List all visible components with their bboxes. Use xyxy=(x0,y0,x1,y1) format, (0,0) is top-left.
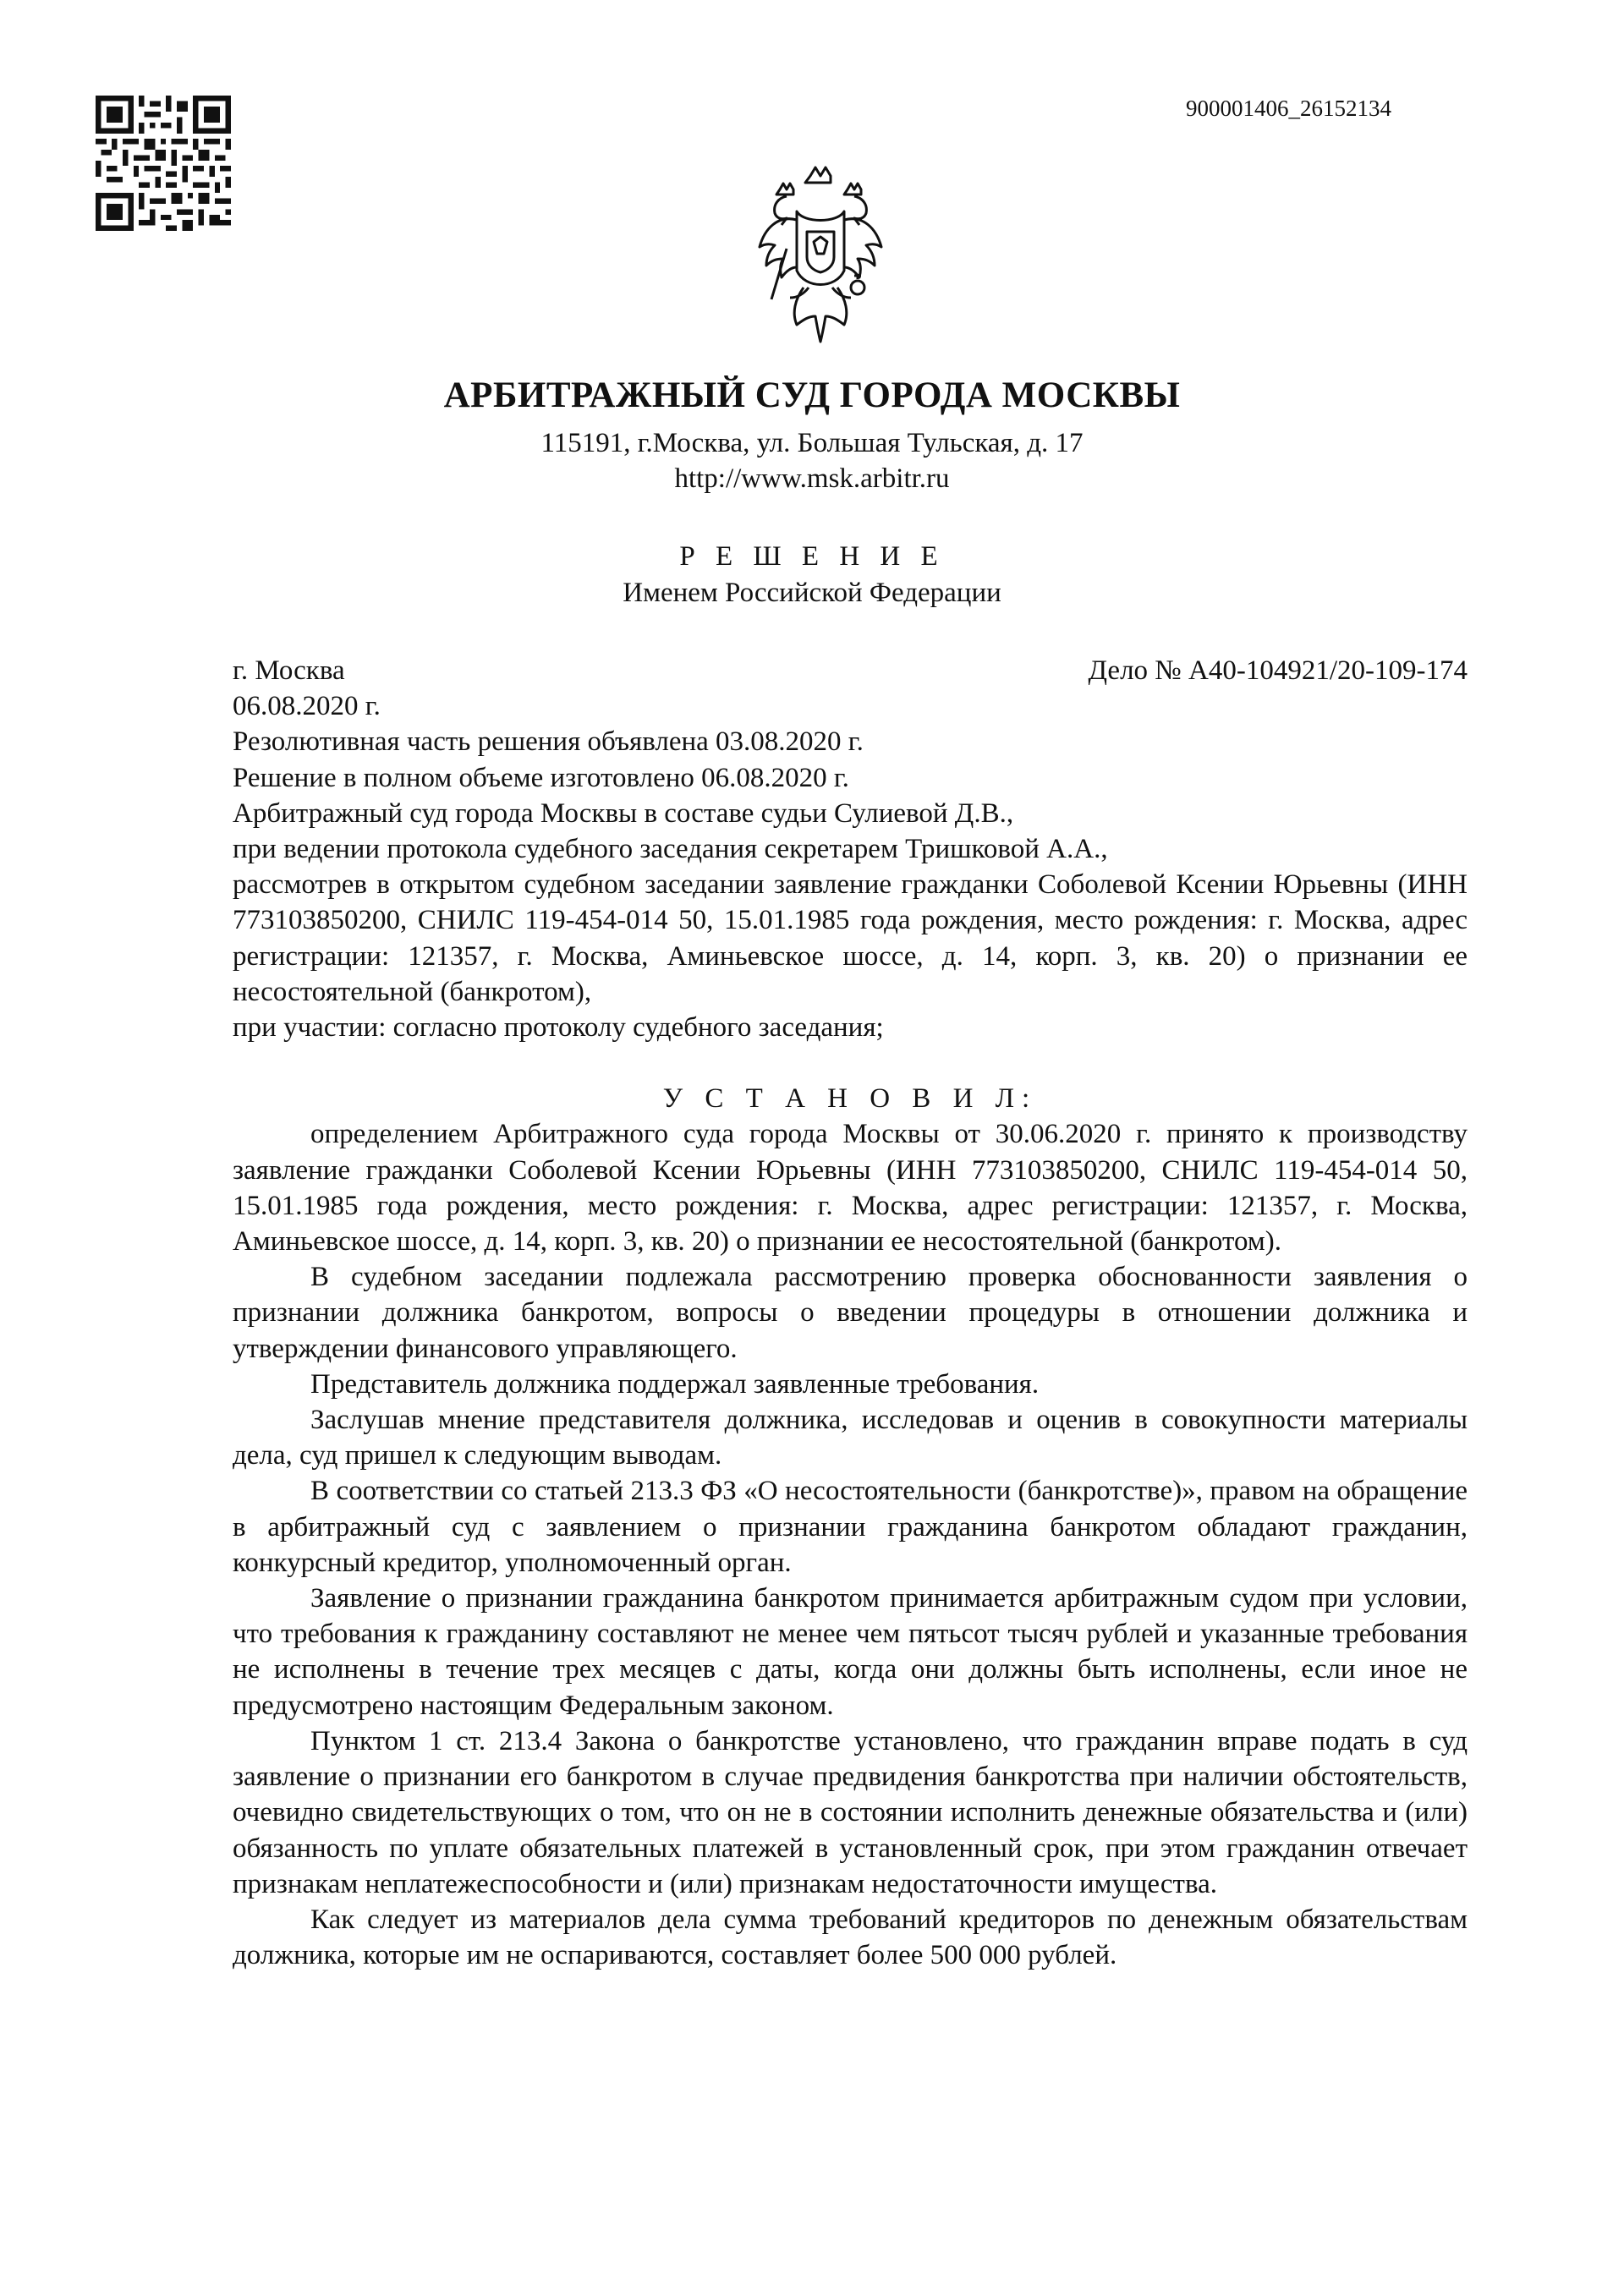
case-number: Дело № А40-104921/20-109-174 xyxy=(1088,655,1468,686)
body-paragraph: В судебном заседании подлежала рассмотрению проверка обоснованности заявления о признании должника банкротом, вопросы о введении процедуры в отношении должника и утверждении финансового управляющего. xyxy=(233,1262,1468,1364)
body-paragraph: Заслушав мнение представителя должника, исследовав и оценив в совокупности материалы дела, суд пришел к следующим выводам. xyxy=(233,1405,1468,1471)
place-and-case-row xyxy=(233,653,1468,688)
intro-paragraph: Резолютивная часть решения объявлена 03.08.2020 г. xyxy=(233,726,864,758)
intro-paragraph: рассмотрев в открытом судебном заседании заявление гражданки Соболевой Ксении Юрьевны (ИНН 773103850200, СНИЛС 119-454-014 50, 15.01.1985 года рождения, место рождения: г. Москва, адрес регистрации: 121357, г. Москва, Аминьевское шоссе, д. 14, корп. 3, кв. 20) о признании ее несостоятельной (банкротом), xyxy=(233,869,1468,1007)
section-heading: У С Т А Н О В И Л: xyxy=(662,1083,1038,1115)
court-name: АРБИТРАЖНЫЙ СУД ГОРОДА МОСКВЫ xyxy=(443,375,1181,415)
intro-paragraph: при участии: согласно протоколу судебного заседания; xyxy=(233,1012,884,1044)
intro-paragraph: при ведении протокола судебного заседания секретарем Тришковой А.А., xyxy=(233,834,1108,865)
intro-paragraph: Решение в полном объеме изготовлено 06.08.2020 г. xyxy=(233,762,849,793)
body-paragraph: Как следует из материалов дела сумма требований кредиторов по денежным обязательствам должника, которые им не оспариваются, составляет более 500 000 рублей. xyxy=(233,1904,1468,1971)
body-paragraph: определением Арбитражного суда города Москвы от 30.06.2020 г. принято к производству заявление гражданки Соболевой Ксении Юрьевны (ИНН 773103850200, СНИЛС 119-454-014 50, 15.01.1985 года рождения, место рождения: г. Москва, адрес регистрации: 121357, г. Москва, Аминьевское шоссе, д. 14, корп. 3, кв. 20) о признании ее несостоятельной (банкротом). xyxy=(233,1119,1468,1258)
on-behalf-line: Именем Российской Федерации xyxy=(623,578,1001,608)
document-body xyxy=(233,653,1468,1973)
document-id: 900001406_26152134 xyxy=(1186,96,1391,121)
decision-date: 06.08.2020 г. xyxy=(233,691,381,722)
qr-code xyxy=(96,96,231,231)
body-paragraph: В соответствии со статьей 213.3 ФЗ «О несостоятельности (банкротстве)», правом на обращение в арбитражный суд с заявлением о признании гражданина банкротом обладают гражданин, конкурсный кредитор, уполномоченный орган. xyxy=(233,1476,1468,1578)
body-paragraph: Пунктом 1 ст. 213.4 Закона о банкротстве установлено, что гражданин вправе подать в суд заявление о признании его банкротом в случае предвидения банкротства при наличии обстоятельств, очевидно свидетельствующих о том, что он не в состоянии исполнить денежные обязательства и (или) обязанность по уплате обязательных платежей в установленный срок, при этом гражданин отвечает признакам неплатежеспособности и (или) признакам недостаточности имущества. xyxy=(233,1725,1468,1899)
coat-of-arms-emblem xyxy=(753,161,888,355)
body-paragraph: Представитель должника поддержал заявленные требования. xyxy=(310,1368,1040,1400)
intro-paragraph: Арбитражный суд города Москвы в составе судьи Сулиевой Д.В., xyxy=(233,797,1014,829)
body-paragraph: Заявление о признании гражданина банкротом принимается арбитражным судом при условии, что требования к гражданину составляют не менее чем пятьсот тысяч рублей и указанные требования не исполнены в течение трех месяцев с даты, когда они должны быть исполнены, если иное не предусмотрено настоящим Федеральным законом. xyxy=(233,1583,1468,1721)
document-type: Р Е Ш Е Н И Е xyxy=(679,541,945,572)
city: г. Москва xyxy=(233,655,345,686)
court-address: 115191, г.Москва, ул. Большая Тульская, д. 17 xyxy=(540,428,1084,458)
court-website: http://www.msk.arbitr.ru xyxy=(674,463,950,494)
